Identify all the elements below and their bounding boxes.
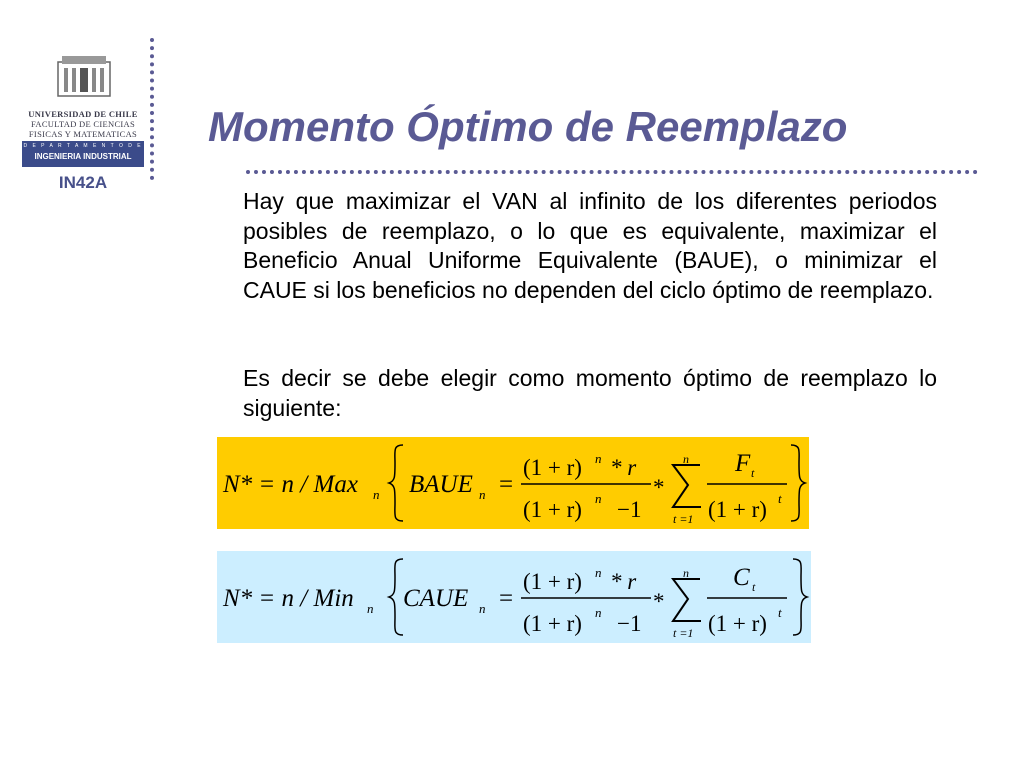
discount-denominator-exp: t <box>778 491 782 506</box>
factor-numerator-exp: n <box>595 451 602 466</box>
factor-denominator: (1 + r) <box>523 611 582 636</box>
sum-upper-limit: n <box>683 566 689 580</box>
title-underline <box>246 170 978 174</box>
cash-flow-symbol: C <box>733 564 750 591</box>
formula-baue-svg <box>217 437 809 529</box>
vertical-divider <box>150 38 154 180</box>
department-name: INGENIERIA INDUSTRIAL <box>34 152 132 161</box>
formula-lhs: N* = n / Min <box>223 585 354 612</box>
discount-denominator: (1 + r) <box>708 497 767 522</box>
formula-lhs-sub: n <box>373 487 380 502</box>
discount-denominator-exp: t <box>778 605 782 620</box>
discount-denominator: (1 + r) <box>708 611 767 636</box>
department-label: D E P A R T A M E N T O D E <box>23 143 143 149</box>
university-name: UNIVERSIDAD DE CHILE <box>28 109 138 119</box>
factor-numerator-tail: * r <box>610 569 637 594</box>
building-icon <box>56 54 112 98</box>
factor-denominator-exp: n <box>595 491 602 506</box>
factor-numerator: (1 + r) <box>523 455 582 480</box>
faculty-name-2: FISICAS Y MATEMATICAS <box>28 129 138 139</box>
factor-numerator-exp: n <box>595 565 602 580</box>
formula-lhs: N* = n / Max <box>223 471 358 498</box>
factor-denominator-tail: −1 <box>617 497 642 522</box>
cash-flow-sub: t <box>751 466 755 480</box>
formula-baue <box>217 437 809 529</box>
factor-denominator-exp: n <box>595 605 602 620</box>
formula-lhs-sub: n <box>367 601 374 616</box>
factor-numerator: (1 + r) <box>523 569 582 594</box>
formula-quantity: BAUE <box>409 471 473 498</box>
factor-denominator: (1 + r) <box>523 497 582 522</box>
factor-numerator-tail: * r <box>610 455 637 480</box>
formula-caue <box>217 551 811 643</box>
right-brace <box>793 559 807 635</box>
department-banner <box>22 141 144 167</box>
cash-flow-sub: t <box>752 580 756 594</box>
body-paragraph: Hay que maximizar el VAN al infinito de los diferentes periodos posibles de reemplazo, o lo que es equivalente, maximizar el Beneficio Anual Uniforme Equivalente (BAUE), o minimizar el CAUE si los beneficios no dependen del ciclo óptimo de reemplazo. <box>243 188 937 303</box>
left-brace <box>389 559 403 635</box>
formula-caue-svg <box>217 551 811 643</box>
factor-denominator-tail: −1 <box>617 611 642 636</box>
sigma-symbol <box>673 579 701 621</box>
multiply-sign: * <box>653 475 665 500</box>
sum-lower-limit: t =1 <box>673 626 694 640</box>
formula-quantity-sub: n <box>479 601 486 616</box>
equals-sign: = <box>499 471 514 498</box>
sigma-symbol <box>673 465 701 507</box>
body-paragraph: Es decir se debe elegir como momento óptimo de reemplazo lo siguiente: <box>243 365 937 421</box>
multiply-sign: * <box>653 589 665 614</box>
university-logo <box>22 52 144 192</box>
faculty-name: FACULTAD DE CIENCIAS <box>30 119 136 129</box>
formula-quantity: CAUE <box>403 585 469 612</box>
cash-flow-symbol: F <box>735 450 751 477</box>
sum-lower-limit: t =1 <box>673 512 694 526</box>
left-brace <box>389 445 403 521</box>
course-code: IN42A <box>58 173 108 192</box>
formula-quantity-sub: n <box>479 487 486 502</box>
equals-sign: = <box>499 585 514 612</box>
right-brace <box>791 445 805 521</box>
slide-title: Momento Óptimo de Reemplazo <box>208 103 848 150</box>
sum-upper-limit: n <box>683 452 689 466</box>
